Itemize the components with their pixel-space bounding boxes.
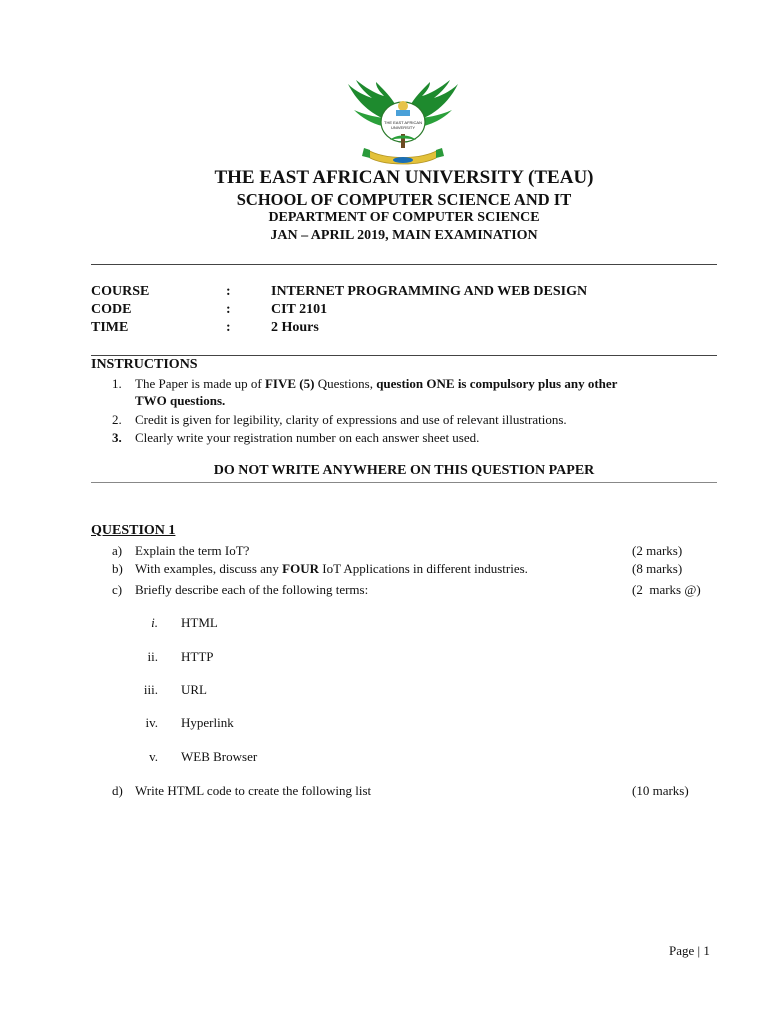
question-part-c [91,582,631,600]
time-value: 2 Hours [271,320,319,335]
term-numeral: v. [149,749,158,764]
instructions-heading: INSTRUCTIONS [91,357,198,372]
part-label: a) [112,543,123,558]
time-sep: : [226,320,231,335]
term-item: WEB Browser [181,749,258,764]
header-divider [91,264,717,265]
part-text: Briefly describe each of the following terms: [135,582,369,597]
term-item: HTTP [181,649,214,664]
part-label: d) [112,783,123,798]
svg-text:THE EAST AFRICAN: THE EAST AFRICAN [384,120,422,125]
time-row [91,320,717,338]
part-text-segment: With examples, discuss any [135,561,283,576]
instruction-text-part: The Paper is made up of [135,376,265,391]
part-label: c) [112,582,123,597]
code-row [91,302,717,320]
instruction-text: Clearly write your registration number on each answer sheet used. [135,430,480,445]
code-label: CODE [91,302,132,317]
instruction-emphasis: question ONE is compulsory plus any other [376,376,618,391]
exam-session: JAN – APRIL 2019, MAIN EXAMINATION [270,228,538,243]
course-value: INTERNET PROGRAMMING AND WEB DESIGN [271,284,588,299]
school-name: SCHOOL OF COMPUTER SCIENCE AND IT [236,190,572,209]
instruction-number: 1. [112,376,122,391]
terms-list [0,615,768,775]
marks-label: (8 marks) [632,561,683,576]
term-numeral: i. [151,615,158,630]
instruction-emphasis: FIVE (5) [264,376,315,391]
university-logo [340,78,466,170]
instructions-divider [91,482,717,483]
question-part-a [91,543,717,561]
term-item: Hyperlink [181,715,234,730]
university-name: THE EAST AFRICAN UNIVERSITY (TEAU) [214,167,594,188]
marks-label: (2 marks @) [632,582,701,597]
instruction-item [91,376,717,412]
part-label: b) [112,561,123,576]
page-number: Page | 1 [669,943,710,958]
department-name: DEPARTMENT OF COMPUTER SCIENCE [268,210,540,225]
term-item: HTML [181,615,218,630]
instruction-item [91,430,717,448]
svg-text:UNIVERSITY: UNIVERSITY [390,125,416,130]
instruction-text: Credit is given for legibility, clarity of expressions and use of relevant illustrations. [135,412,567,427]
time-label: TIME [91,320,129,335]
instruction-text [135,376,617,392]
term-numeral: iii. [143,682,158,697]
term-item: URL [181,682,207,697]
part-text: Write HTML code to create the following list [135,783,372,798]
instruction-number: 2. [112,412,122,427]
part-emphasis: FOUR [282,561,319,576]
part-text [135,561,528,577]
instruction-text-part: Questions, [314,376,377,391]
part-text-segment: IoT Applications in different industries. [319,561,528,576]
instruction-number: 3. [112,430,122,445]
part-text: Explain the term IoT? [135,543,250,558]
code-sep: : [226,302,231,317]
meta-divider [91,355,717,356]
question-heading: QUESTION 1 [91,523,176,538]
warning-notice: DO NOT WRITE ANYWHERE ON THIS QUESTION PAPER [213,463,595,478]
course-label: COURSE [91,284,150,299]
instruction-emphasis: TWO questions. [135,393,226,408]
question-part-b [91,561,631,579]
marks-label: (2 marks) [632,543,683,558]
code-value: CIT 2101 [271,302,328,317]
question-part-d [91,783,631,801]
course-sep: : [226,284,231,299]
term-numeral: iv. [145,715,158,730]
instruction-item [91,412,717,430]
term-numeral: ii. [147,649,158,664]
marks-label: (10 marks) [632,783,689,798]
eagle-crest-icon [340,78,466,170]
course-row [91,284,717,302]
